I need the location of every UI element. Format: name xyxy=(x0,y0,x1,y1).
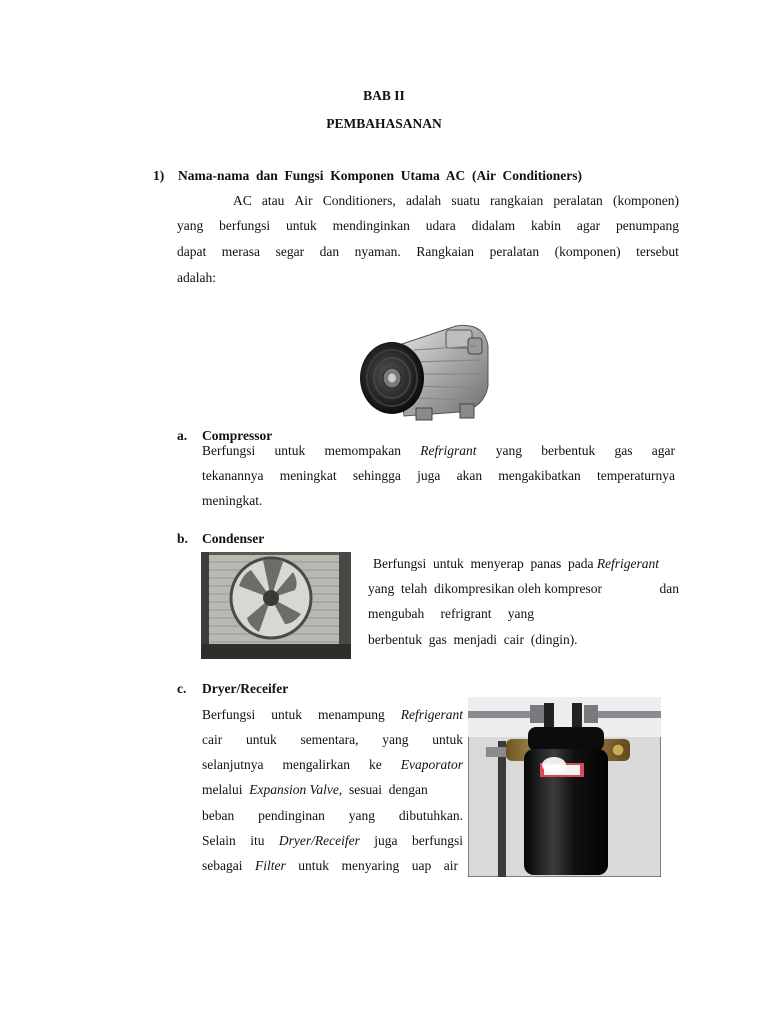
item-a-line-2: tekanannya meningkat sehingga juga akan mengakibatkan temperaturnya xyxy=(202,468,675,483)
intro-line-4: adalah: xyxy=(177,270,216,285)
intro-line-1: AC atau Air Conditioners, adalah suatu rangkaian peralatan (komponen) xyxy=(233,193,679,208)
item-a-marker: a. xyxy=(177,428,188,443)
chapter-heading: BAB II xyxy=(363,88,405,103)
section-number: 1) xyxy=(153,168,165,183)
item-b-line-1: Berfungsi untuk menyerap panas pada Refrigerant xyxy=(373,556,660,571)
condenser-image xyxy=(201,552,351,659)
item-b-title: Condenser xyxy=(202,531,265,546)
item-a-line-3: meningkat. xyxy=(202,493,263,508)
item-c-line-3: selanjutnya mengalirkan ke Evaporator xyxy=(202,757,463,772)
item-a-title: Compressor xyxy=(202,428,273,443)
item-c-line-1: Berfungsi untuk menampung Refrigerant xyxy=(202,707,463,722)
section-title: Nama-nama dan Fungsi Komponen Utama AC (Air Conditioners) xyxy=(178,168,583,183)
item-c-line-5: beban pendinginan yang dibutuhkan. xyxy=(202,808,463,823)
item-c-title: Dryer/Receifer xyxy=(202,681,289,696)
intro-line-2: yang berfungsi untuk mendinginkan udara didalam kabin agar penumpang xyxy=(177,218,679,233)
compressor-image xyxy=(356,316,492,428)
dryer-receiver-image xyxy=(468,697,661,877)
item-b-marker: b. xyxy=(177,531,188,546)
chapter-title: PEMBAHASANAN xyxy=(326,116,442,131)
item-c-line-7: sebagai Filter untuk menyaring uap air xyxy=(202,858,458,873)
item-b-line-4: berbentuk gas menjadi cair (dingin). xyxy=(368,632,578,647)
item-c-line-2: cair untuk sementara, yang untuk xyxy=(202,732,463,747)
intro-line-3: dapat merasa segar dan nyaman. Rangkaian peralatan (komponen) tersebut xyxy=(177,244,679,259)
item-a-line-1: Berfungsi untuk memompakan Refrigrant yang berbentuk gas agar xyxy=(202,443,675,458)
item-b-line-3: mengubah refrigrant yang xyxy=(368,606,534,621)
item-b-line-2: yang telah dikompresikan oleh kompresor dan xyxy=(368,581,679,596)
item-c-marker: c. xyxy=(177,681,187,696)
item-c-line-6: Selain itu Dryer/Receifer juga berfungsi xyxy=(202,833,463,848)
item-c-line-4: melalui Expansion Valve, sesuai dengan xyxy=(202,782,428,797)
